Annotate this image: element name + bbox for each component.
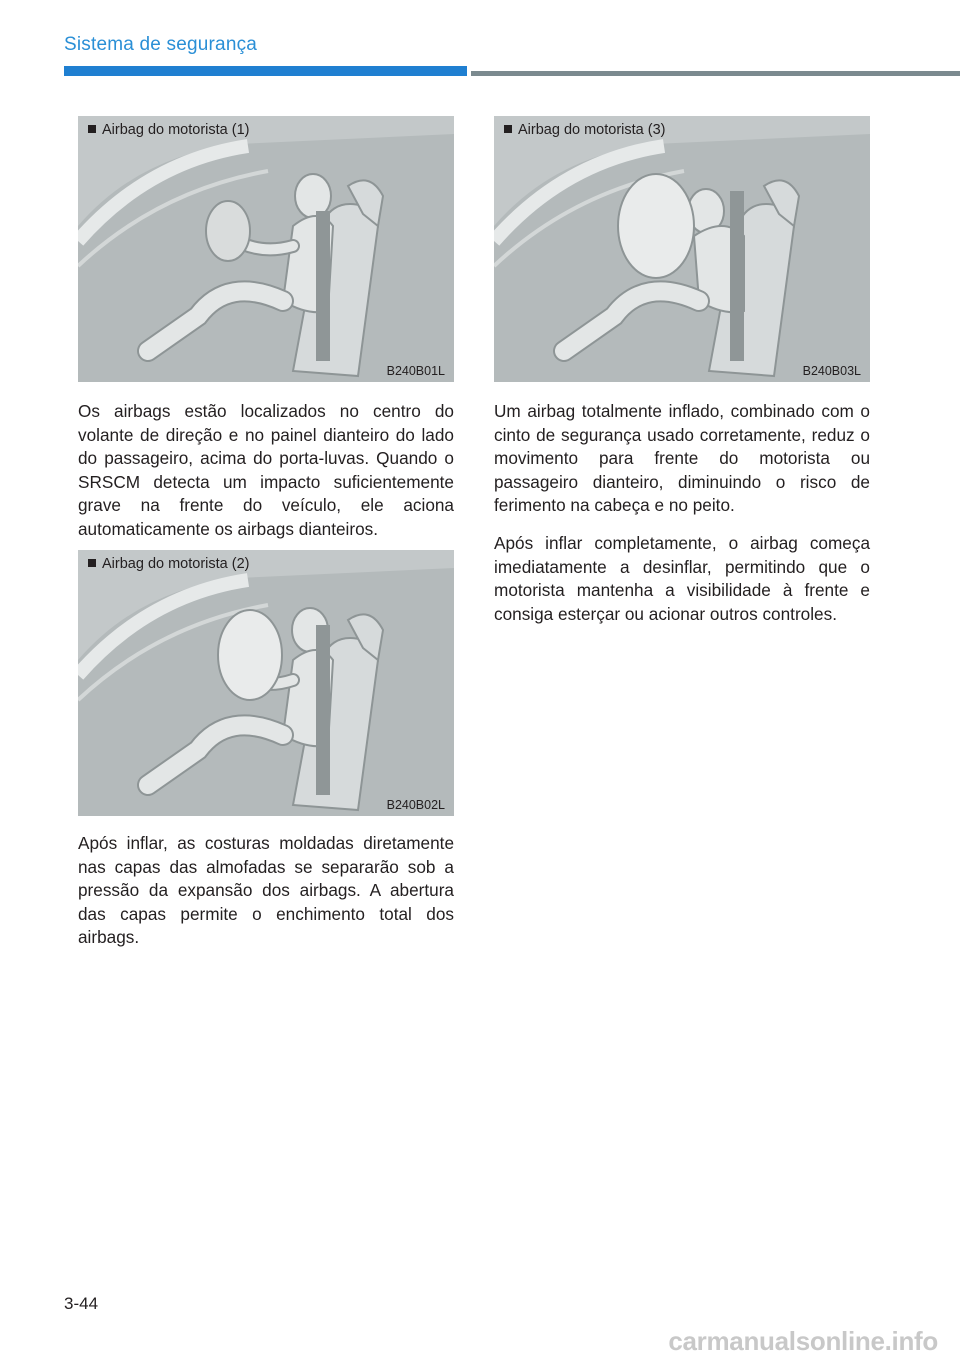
page-number: 3-44 [64,1294,99,1313]
airbag-figure-3 [494,116,870,382]
airbag-figure-1 [78,116,454,382]
body-paragraph: Um airbag totalmente inflado, combinado com o cinto de segurança usado corretamente, reduz o movimento para frente do motorista ou passageiro dianteiro, diminuindo o risco de ferimento na cabeça e no peito. [494,401,870,516]
figure-caption [88,556,249,572]
figure-caption-text: Airbag do motorista (2) [102,556,250,572]
bullet-square-icon [88,125,96,133]
bullet-square-icon [88,559,96,567]
body-paragraph: Após inflar, as costuras moldadas diretamente nas capas das almofadas se separarão sob a pressão da expansão dos airbags. A abertura das capas permite o enchimento total dos airbags. [78,833,454,948]
header-bar-rule [471,71,960,76]
airbag-figure-2 [78,550,454,816]
bullet-square-icon [504,125,512,133]
driver-seated-illustration-1 [78,116,454,382]
figure-caption-text: Airbag do motorista (1) [102,122,250,138]
header-bar-accent [64,66,467,76]
figure-code: B240B03L [802,364,861,378]
body-paragraph: Após inflar completamente, o airbag começa imediatamente a desinflar, permitindo que o motorista mantenha a visibilidade à frente e consiga esterçar ou acionar outros controles. [494,533,870,624]
section-title: Sistema de segurança [64,34,258,55]
figure-caption [504,122,665,138]
figure-caption [88,122,249,138]
watermark: carmanualsonline.info [668,1326,938,1356]
figure-caption-text: Airbag do motorista (3) [518,122,666,138]
body-paragraph: Os airbags estão localizados no centro do volante de direção e no painel dianteiro do lado do passageiro, acima do porta-luvas. Quando o SRSCM detecta um impacto suficientemente grave na frente do veículo, ele aciona automaticamente os airbags dianteiros. [78,401,454,539]
figure-code: B240B01L [386,364,445,378]
driver-seated-illustration-2 [78,550,454,816]
figure-code: B240B02L [386,798,445,812]
driver-seated-illustration-3 [494,116,870,382]
